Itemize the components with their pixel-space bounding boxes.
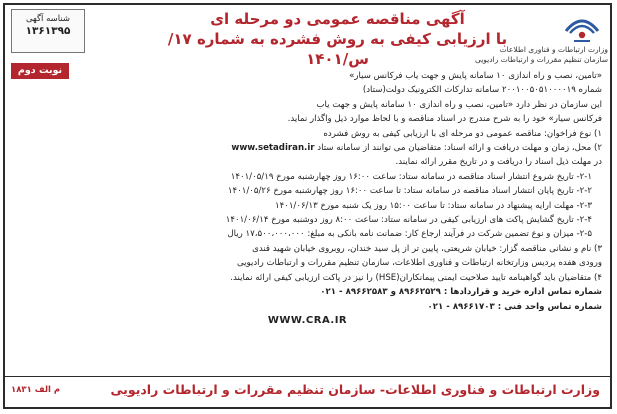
intro-line-3: این سازمان در نظر دارد «تامین، نصب و راه اندازی ۱۰ سامانه پایش و جهت یاب	[316, 99, 602, 110]
item-2-1: ۲-۱- تاریخ شروع انتشار اسناد مناقصه در سامانه ستاد: ساعت ۱۶:۰۰ روز چهارشنبه مورخ ۱۴۰۱/۰۵/۱۹	[230, 171, 592, 182]
item-1: ۱) نوع فراخوان: مناقصه عمومی دو مرحله ای با ارزیابی کیفی به روش فشرده	[323, 128, 602, 139]
item-2	[13, 141, 602, 155]
title-line-1: آگهی مناقصه عمومی دو مرحله ای	[210, 10, 465, 28]
item-4: ۴) متقاضیان باید گواهینامه تایید صلاحیت ایمنی پیمانکاران(HSE) را نیز در پاکت ارزیابی کیفی ارائه نمایند.	[230, 272, 602, 283]
item-2-3: ۲-۳- مهلت ارایه پیشنهاد در سامانه ستاد: تا ساعت ۱۵:۰۰ روز یک شنبه مورخ ۱۴۰۱/۰۶/۱۳	[274, 200, 592, 211]
cra-site-link[interactable]: WWW.CRA.IR	[267, 314, 348, 326]
logo-caption	[458, 45, 608, 65]
item-2-5: ۲-۵- میزان و نوع تضمین شرکت در فرآیند ارجاع کار: ضمانت نامه بانکی به مبلغ: ۱۷،۵۰۰،۰۰۰،۰۰۰ ریال	[227, 229, 592, 240]
item-2-2: ۲-۲- تاریخ پایان انتشار اسناد مناقصه در سامانه ستاد: تا ساعت ۱۶:۰۰ روز چهارشنبه مورخ ۱۴۰۱/۰۵/۲۶	[227, 186, 592, 197]
setadiran-link[interactable]: www.setadiran.ir	[231, 143, 315, 154]
title-line-2: با ارزیابی کیفی به روش فشرده به شماره ۱۷/س/۱۴۰۱	[167, 30, 508, 68]
cra-logo-icon	[560, 9, 604, 45]
logo-caption-line-2: سازمان تنظیم مقررات و ارتباطات رادیویی	[474, 55, 608, 64]
intro-line-4: فرکانس سیار» خود را به شرح مندرج در اسناد مناقصه و با لحاظ موارد ذیل واگذار نماید.	[287, 114, 602, 125]
item-3: ۳) نام و نشانی مناقصه گزار: خیابان شریعتی، پایین تر از پل سید خندان، روبروی خیابان شهید قندی	[252, 243, 602, 254]
notice-id-box	[11, 9, 85, 53]
notice-id-number: ۱۳۶۱۳۹۵	[25, 25, 71, 37]
contact-technical: شماره تماس واحد فنی : ۸۹۶۶۱۷۰۳ - ۰۲۱	[427, 301, 602, 312]
item-2-text: ۲) محل، زمان و مهلت دریافت و ارائه اسناد: متقاضیان می توانند از سامانه ستاد	[317, 143, 602, 154]
intro-line-1: «تامین، نصب و راه اندازی ۱۰ سامانه پایش و جهت یاب فرکانس سیار»	[349, 71, 602, 81]
logo-caption-line-1: وزارت ارتباطات و فناوری اطلاعات	[499, 45, 608, 54]
item-3-continued: ورودی هفده پردیس وزارتخانه ارتباطات و فناوری اطلاعات، سازمان تنظیم مقررات و ارتباطات رادیویی	[236, 258, 602, 269]
item-2-4: ۲-۴- تاریخ گشایش پاکت های ارزیابی کیفی در سامانه ستاد: ساعت ۸:۰۰ روز دوشنبه مورخ ۱۴۰۱/۰۶/۱۴	[225, 215, 592, 226]
notice-body	[13, 69, 602, 369]
footer-code: م الف ۱۸۳۱	[11, 385, 61, 395]
footer-org-name: وزارت ارتباطات و فناوری اطلاعات- سازمان تنظیم مقررات و ارتباطات رادیویی	[110, 382, 600, 397]
notice-id-label: شناسه آگهی	[25, 14, 71, 24]
item-2-continued: در مهلت ذیل اسناد را دریافت و در تاریخ مقرر ارائه نمایند.	[395, 157, 602, 168]
notice-frame	[3, 3, 612, 409]
footer-bar	[5, 376, 610, 407]
contact-purchasing: شماره تماس اداره خرید و قراردادها : ۸۹۶۶۲۵۲۹ و ۸۹۶۶۲۵۸۳ - ۰۲۱	[320, 287, 602, 298]
intro-line-2: شماره ۲۰۰۱۰۰۵۰۵۱۰۰۰۰۱۹ سامانه تدارکات الکترونیک دولت(ستاد)	[362, 85, 602, 96]
round-badge: نوبت دوم	[11, 63, 69, 79]
